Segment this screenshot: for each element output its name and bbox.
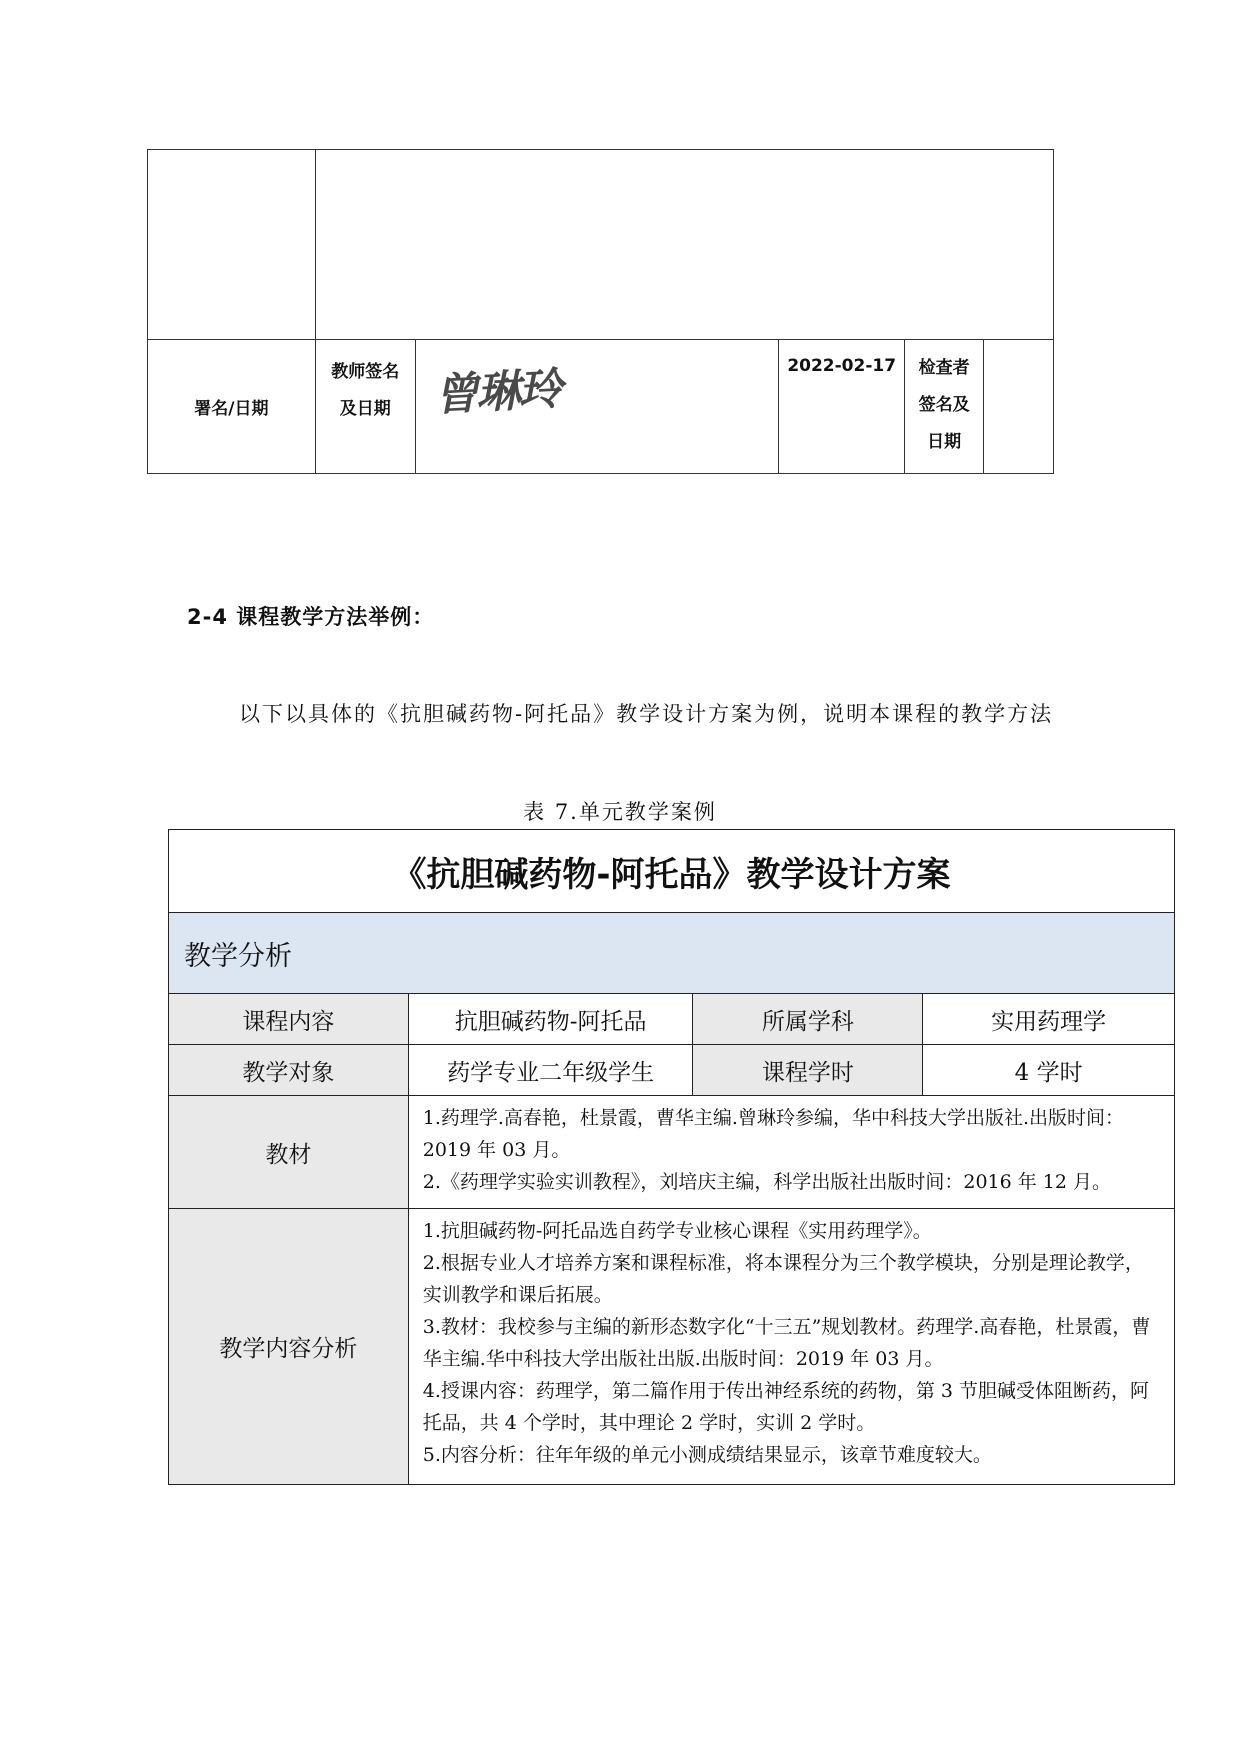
table-caption: 表 7.单元教学案例 [523,800,717,824]
content-analysis-text [408,1209,1174,1485]
course-content-value: 抗胆碱药物-阿托品 [408,994,693,1045]
table-row [169,994,1175,1045]
teacher-sign-label: 教师签名 及日期 [315,340,415,474]
section-title: 教学分析 [169,913,1175,994]
blank-cell-right [315,150,1053,340]
textbook-label: 教材 [169,1096,409,1209]
hours-label: 课程学时 [693,1045,923,1096]
hours-value: 4 学时 [923,1045,1175,1096]
sign-date: 2022-02-17 [779,340,905,474]
textbook-line: 1.药理学.高春艳，杜景霞，曹华主编.曾琳玲参编，华中科技大学出版社.出版时间：2019 年 03 月。 [422,1107,1124,1161]
content-analysis-label: 教学内容分析 [169,1209,409,1485]
textbook-line: 2.《药理学实验实训教程》，刘培庆主编，科学出版社出版时间：2016 年 12 月。 [422,1171,1112,1193]
checker-sign-label: 检查者 签名及 日期 [905,340,984,474]
checker-sign-cell [984,340,1054,474]
intro-paragraph: 以下以具体的《抗胆碱药物-阿托品》教学设计方案为例，说明本课程的教学方法 [239,702,1054,726]
analysis-line: 5.内容分析：往年年级的单元小测成绩结果显示，该章节难度较大。 [422,1444,992,1466]
handwritten-signature: 曾琳玲 [432,363,562,422]
signature-table [147,149,1054,474]
textbook-content [408,1096,1174,1209]
table-title: 《抗胆碱药物-阿托品》教学设计方案 [169,830,1175,913]
table-row [169,1045,1175,1096]
analysis-line: 2.根据专业人才培养方案和课程标准，将本课程分为三个教学模块，分别是理论教学，实训教学和课后拓展。 [422,1252,1144,1306]
sign-date-label: 署名/日期 [148,340,316,474]
subject-value: 实用药理学 [923,994,1175,1045]
section-heading: 2-4 课程教学方法举例： [187,605,435,629]
audience-value: 药学专业二年级学生 [408,1045,693,1096]
signature-cell [415,340,779,474]
analysis-line: 3.教材：我校参与主编的新形态数字化“十三五”规划教材。药理学.高春艳，杜景霞，曹华主编.华中科技大学出版社出版.出版时间：2019 年 03 月。 [422,1316,1151,1370]
subject-label: 所属学科 [693,994,923,1045]
audience-label: 教学对象 [169,1045,409,1096]
analysis-line: 1.抗胆碱药物-阿托品选自药学专业核心课程《实用药理学》。 [422,1220,932,1242]
teaching-design-table [168,829,1175,1485]
analysis-line: 4.授课内容：药理学，第二篇作用于传出神经系统的药物，第 3 节胆碱受体阻断药，阿托品，共 4 个学时，其中理论 2 学时，实训 2 学时。 [422,1380,1150,1434]
course-content-label: 课程内容 [169,994,409,1045]
blank-cell-left [148,150,316,340]
